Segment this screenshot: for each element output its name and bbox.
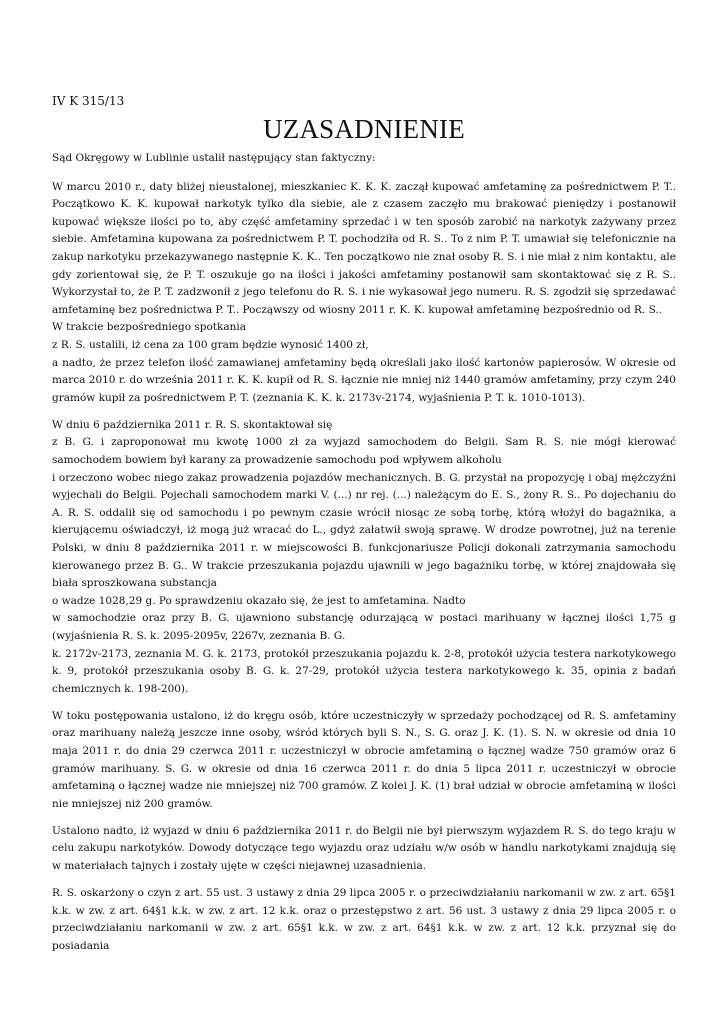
paragraph-line: W marcu 2010 r., daty bliżej nieustalonej, mieszkaniec K. K. K. zaczął kupować amfetaminę za pośrednictwem P. T.. Początkowo K. K. kupował narkotyk tylko dla siebie, ale z czasem zaczęło mu brakować pieniędzy i postanowił kupować większe ilości po to, aby część amfetaminy sprzedać i w ten sposób zarobić na narkotyk zażywany przez siebie. Amfetamina kupowana za pośrednictwem P. T. pochodziła od R. S.. To z nim P. T. umawiał się telefonicznie na zakup narkotyku przekazywanego następnie K. K.. Ten początkowo nie znał osoby R. S. i nie miał z nim kontaktu, ale gdy zorientował się, że P. T. oszukuje go na ilości i jakości amfetaminy postanowił sam skontaktować się z R. S.. Wykorzystał to, że P. T. zadzwonił z jego telefonu do R. S. i nie wykasował jego numeru. R. S. zgodził się sprzedawać amfetaminę bez pośrednictwa P. T.. Począwszy od wiosny 2011 r. K. K. kupował amfetaminę bezpośrednio od R. S.. (52, 180, 676, 316)
paragraph-other-persons (52, 708, 676, 814)
case-number: IV K 315/13 (52, 94, 125, 108)
document-body (52, 150, 676, 965)
document-title: UZASADNIENIE (263, 114, 465, 144)
paragraph-purchases (52, 179, 676, 408)
paragraph-line: w samochodzie oraz przy B. G. ujawniono substancję odurzającą w postaci marihuany w łącznej ilości 1,75 g (wyjaśnienia R. S. k. 2095-2095v, 2267v, zeznania B. G. (52, 612, 676, 642)
paragraph-charges (52, 885, 676, 955)
paragraph-intro (52, 150, 676, 168)
paragraph-line: k. 2172v-2173, zeznania M. G. k. 2173, protokół przeszukania pojazdu k. 2-8, protokół użycia testera narkotykowego k. 9, protokół przeszukania osoby B. G. k. 27-29, protokół użycia testera narkotykowego k. 35, opinia z badań chemicznych k. 198-200). (52, 647, 676, 695)
paragraph-line: W trakcie bezpośredniego spotkania (52, 321, 247, 334)
paragraph-classified (52, 823, 676, 876)
paragraph-line: W toku postępowania ustalono, iż do kręgu osób, które uczestniczyły w sprzedaży pochodzącej od R. S. amfetaminy oraz marihuany należą jeszcze inne osoby, wśród których byli S. N., S. G. oraz J. K. (1). S. N. w okresie od dnia 10 maja 2011 r. do dnia 29 czerwca 2011 r. uczestniczył w obrocie amfetaminą o łącznej wadze 750 gramów oraz 6 gramów marihuany. S. G. w okresie od dnia 16 czerwca 2011 r. do dnia 5 lipca 2011 r. uczestniczył w obrocie amfetaminą o łącznej wadze nie mniejszej niż 700 gramów. Z kolei J. K. (1) brał udział w obrocie amfetaminą w ilości nie mniejszej niż 200 gramów. (52, 709, 676, 810)
paragraph-line: W dniu 6 października 2011 r. R. S. skontaktował się (52, 418, 333, 431)
paragraph-line: z R. S. ustalili, iż cena za 100 gram będzie wynosić 1400 zł, (52, 338, 369, 351)
paragraph-line: a nadto, że przez telefon ilość zamawianej amfetaminy będą określali jako ilość kartonów papierosów. W okresie od marca 2010 r. do września 2011 r. K. K. kupił od R. S. łącznie nie mniej niż 1440 gramów amfetaminy, przy czym 240 gramów kupił za pośrednictwem P. T. (zeznania K. K. k. 2173v-2174, wyjaśnienia P. T. k. 1010-1013). (52, 356, 676, 404)
paragraph-line: Sąd Okręgowy w Lublinie ustalił następujący stan faktyczny: (52, 152, 376, 164)
paragraph-line: R. S. oskarżony o czyn z art. 55 ust. 3 ustawy z dnia 29 lipca 2005 r. o przeciwdziałaniu narkomanii w zw. z art. 65§1 k.k. w zw. z art. 64§1 k.k. w zw. z art. 12 k.k. oraz o przestępstwo z art. 56 ust. 3 ustawy z dnia 29 lipca 2005 r. o przeciwdziałaniu narkomanii w zw. z art. 65§1 k.k. w zw. z art. 64§1 k.k. w zw. z art. 12 k.k. przyznał się do posiadania (52, 887, 676, 952)
paragraph-line: o wadze 1028,29 g. Po sprawdzeniu okazało się, że jest to amfetamina. Nadto (52, 594, 466, 607)
paragraph-line: z B. G. i zaproponował mu kwotę 1000 zł za wyjazd samochodem do Belgii. Sam R. S. nie mógł kierować samochodem bowiem był karany za prowadzenie samochodu pod wpływem alkoholu (52, 436, 676, 466)
paragraph-line: i orzeczono wobec niego zakaz prowadzenia pojazdów mechanicznych. B. G. przystał na propozycję i obaj mężczyźni wyjechali do Belgii. Pojechali samochodem marki V. (...) nr rej. (...) należącym do E. S., żony R. S.. Po dojechaniu do A. R. S. oddalił się od samochodu i po pewnym czasie wrócił niosąc ze sobą torbę, którą włożył do bagażnika, a kierującemu oświadczył, iż mogą już wracać do L., gdyż załatwił swoją sprawę. W drodze powrotnej, już na terenie Polski, w dniu 8 października 2011 r. w miejscowości B. funkcjonariusze Policji dokonali zatrzymania samochodu kierowanego przez B. G.. W trakcie przeszukania pojazdu ujawnili w jego bagażniku torbę, w której znajdowała się biała sproszkowana substancja (52, 471, 676, 590)
paragraph-line: Ustalono nadto, iż wyjazd w dniu 6 października 2011 r. do Belgii nie był pierwszym wyjazdem R. S. do tego kraju w celu zakupu narkotyków. Dowody dotyczące tego wyjazdu oraz udziału w/w osób w handlu narkotykami znajdują się w materiałach tajnych i zostały ujęte w części niejawnej uzasadnienia. (52, 824, 676, 873)
paragraph-belgium-trip (52, 417, 676, 699)
